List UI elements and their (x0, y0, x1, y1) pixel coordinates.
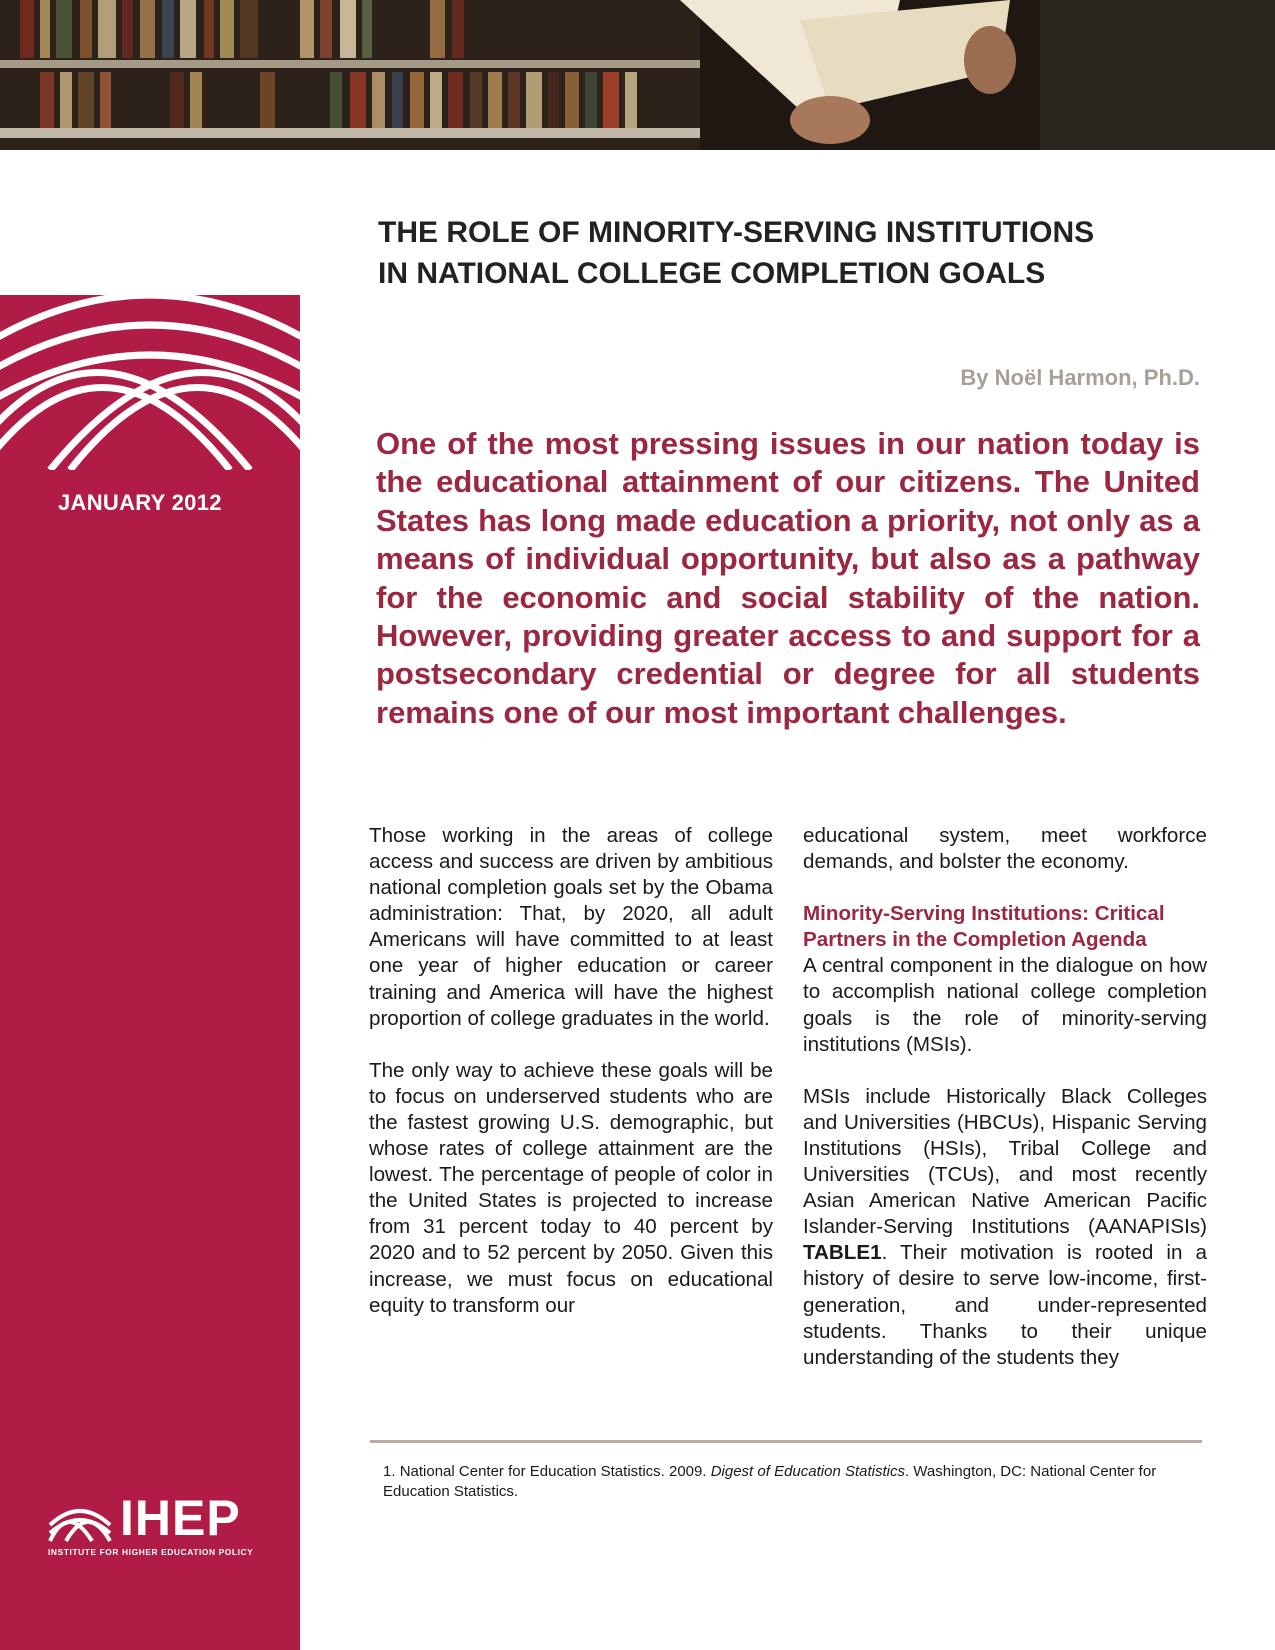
body-paragraph: Those working in the areas of college access and success are driven by ambitious national completion goals set by the Obama administration: That, by 2020, all adult Americans will have committed to at least one year of higher education or career training and America will have the highest proportion of college graduates in the world. (369, 824, 773, 1030)
footnote-title: Digest of Education Statistics (710, 1463, 905, 1480)
footnote-text: National Center for Education Statistics. 2009. (399, 1463, 711, 1480)
page-title (378, 212, 1198, 294)
body-paragraph (803, 1084, 1207, 1371)
footnote-divider (370, 1440, 1202, 1443)
body-paragraph: A central component in the dialogue on how to accomplish national college completion goals is the role of minority-serving institutions (MSIs). (803, 954, 1207, 1056)
body-column-2 (803, 823, 1207, 1371)
title-line-1: THE ROLE OF MINORITY-SERVING INSTITUTIONS (378, 216, 1095, 249)
body-paragraph: The only way to achieve these goals will be to focus on underserved students who are the fastest growing U.S. demographic, but whose rates of college attainment are the lowest. The percentage of people of color in the United States is projected to increase from 31 percent today to 40 percent by 2020 and to 52 percent by 2050. Given this increase, we must focus on educational equity to transform our (369, 1058, 773, 1317)
body-paragraph: educational system, meet workforce demands, and bolster the economy. (803, 824, 1207, 874)
footnote-text: . Washington, DC: National Center for Education Statistics. (383, 1463, 1157, 1500)
title-line-2: IN NATIONAL COLLEGE COMPLETION GOALS (378, 257, 1046, 290)
table-reference: TABLE1 (803, 1241, 882, 1265)
ihep-logo-mark-icon (48, 1501, 112, 1543)
footnote-number: 1. (383, 1463, 396, 1480)
ihep-logo-text: IHEP (120, 1490, 241, 1546)
header-photo (0, 0, 1275, 150)
body-column-1 (369, 823, 773, 1319)
section-heading: Minority-Serving Institutions: Critical Partners in the Completion Agenda (803, 902, 1165, 952)
ihep-logo-subtitle: INSTITUTE FOR HIGHER EDUCATION POLICY (48, 1547, 254, 1557)
library-photo-illustration (0, 0, 1275, 150)
byline: By Noël Harmon, Ph.D. (960, 365, 1200, 390)
publication-date: JANUARY 2012 (58, 490, 222, 515)
footnote (383, 1462, 1183, 1502)
body-text: . Their motivation is rooted in a history of desire to serve low-income, first-generation, and under-represented students. Thanks to their unique understanding of the students they (803, 1241, 1207, 1369)
lead-paragraph: One of the most pressing issues in our nation today is the educational attainment of our citizens. The United States has long made education a priority, not only as a means of individual opportunity, but also as a pathway for the economic and social stability of the nation. However, providing greater access to and support for a postsecondary credential or degree for all students remains one of our most important challenges. (376, 426, 1200, 730)
body-text: MSIs include Historically Black Colleges and Universities (HBCUs), Hispanic Serving Institutions (HSIs), Tribal College and Universities (TCUs), and most recently Asian American Native American Pacific Islander-Serving Institutions (AANAPISIs) (803, 1084, 1207, 1239)
sidebar-arc-decoration (0, 295, 300, 470)
